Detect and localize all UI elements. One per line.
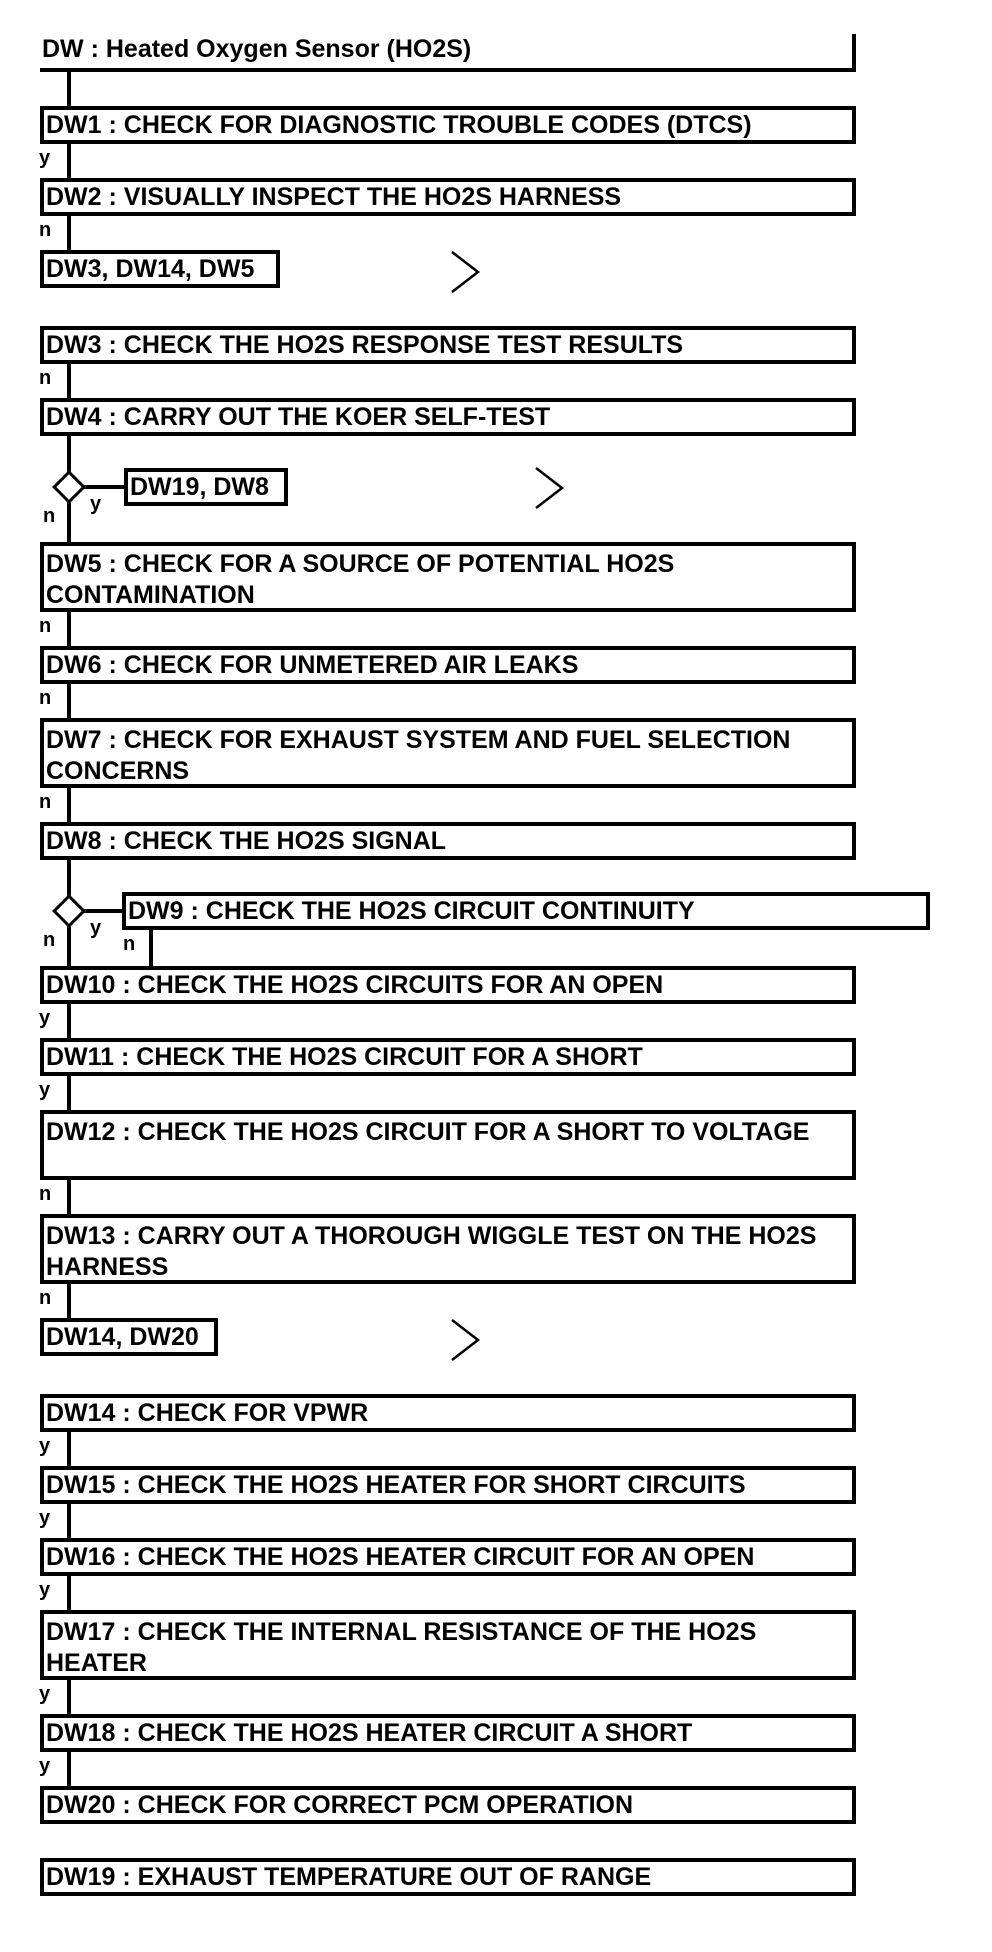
branch-label: n [123,933,136,955]
connector [67,144,71,180]
branch-label: n [39,367,52,389]
step-dw3[interactable]: DW3 : CHECK THE HO2S RESPONSE TEST RESULTS [40,326,856,364]
branch-label: y [39,1007,51,1029]
chevron-right-icon [448,250,482,294]
step-dw18[interactable]: DW18 : CHECK THE HO2S HEATER CIRCUIT A SHORT [40,1714,856,1752]
branch-label: y [39,1755,51,1777]
connector [67,1432,71,1468]
step-dw1[interactable]: DW1 : CHECK FOR DIAGNOSTIC TROUBLE CODES (DTCS) [40,106,856,144]
connector [67,1076,71,1112]
branch-label: n [39,791,52,813]
connector [67,364,71,400]
step-dw2[interactable]: DW2 : VISUALLY INSPECT THE HO2S HARNESS [40,178,856,216]
branch-label: y [39,1683,51,1705]
step-dw9[interactable]: DW9 : CHECK THE HO2S CIRCUIT CONTINUITY [122,892,930,930]
connector [67,684,71,720]
decision-diamond-dw8 [52,894,86,928]
branch-label: n [39,615,52,637]
step-dw20[interactable]: DW20 : CHECK FOR CORRECT PCM OPERATION [40,1786,856,1824]
step-dw17[interactable]: DW17 : CHECK THE INTERNAL RESISTANCE OF THE HO2S HEATER [40,1610,856,1680]
step-dw13[interactable]: DW13 : CARRY OUT A THOROUGH WIGGLE TEST ON THE HO2S HARNESS [40,1214,856,1284]
decision-diamond-dw4 [52,470,86,504]
step-dw8[interactable]: DW8 : CHECK THE HO2S SIGNAL [40,822,856,860]
step-dw11[interactable]: DW11 : CHECK THE HO2S CIRCUIT FOR A SHORT [40,1038,856,1076]
branch-label: y [39,1079,51,1101]
flowchart-title: DW : Heated Oxygen Sensor (HO2S) [40,34,856,72]
jump-box-dw14-dw20[interactable]: DW14, DW20 [40,1318,218,1356]
step-dw14[interactable]: DW14 : CHECK FOR VPWR [40,1394,856,1432]
step-dw7[interactable]: DW7 : CHECK FOR EXHAUST SYSTEM AND FUEL SELECTION CONCERNS [40,718,856,788]
branch-label-yes: y [90,917,102,939]
chevron-right-icon [448,1318,482,1362]
step-dw4[interactable]: DW4 : CARRY OUT THE KOER SELF-TEST [40,398,856,436]
step-dw6[interactable]: DW6 : CHECK FOR UNMETERED AIR LEAKS [40,646,856,684]
step-dw19[interactable]: DW19 : EXHAUST TEMPERATURE OUT OF RANGE [40,1858,856,1896]
branch-label: y [39,1507,51,1529]
connector [149,930,153,968]
connector [67,1180,71,1216]
step-dw15[interactable]: DW15 : CHECK THE HO2S HEATER FOR SHORT CIRCUITS [40,1466,856,1504]
connector [67,1004,71,1040]
connector [67,1576,71,1612]
branch-label: n [39,219,52,241]
step-dw5[interactable]: DW5 : CHECK FOR A SOURCE OF POTENTIAL HO2S CONTAMINATION [40,542,856,612]
branch-label: n [39,1183,52,1205]
connector [67,72,71,108]
connector [67,1752,71,1788]
branch-label: y [39,147,51,169]
branch-label-no: n [43,929,56,951]
jump-box-dw3-dw14-dw5[interactable]: DW3, DW14, DW5 [40,250,280,288]
connector [67,1504,71,1540]
connector [67,216,71,252]
connector [67,1680,71,1716]
chevron-right-icon [532,466,566,510]
branch-label: n [39,1287,52,1309]
connector [67,612,71,648]
connector [67,788,71,824]
step-dw12[interactable]: DW12 : CHECK THE HO2S CIRCUIT FOR A SHORT TO VOLTAGE [40,1110,856,1180]
connector [67,1284,71,1320]
branch-label: n [39,687,52,709]
branch-label-yes: y [90,493,102,515]
branch-label: y [39,1435,51,1457]
branch-label: y [39,1579,51,1601]
step-dw16[interactable]: DW16 : CHECK THE HO2S HEATER CIRCUIT FOR AN OPEN [40,1538,856,1576]
branch-label-no: n [43,505,56,527]
jump-box-dw19-dw8[interactable]: DW19, DW8 [124,468,288,506]
step-dw10[interactable]: DW10 : CHECK THE HO2S CIRCUITS FOR AN OPEN [40,966,856,1004]
